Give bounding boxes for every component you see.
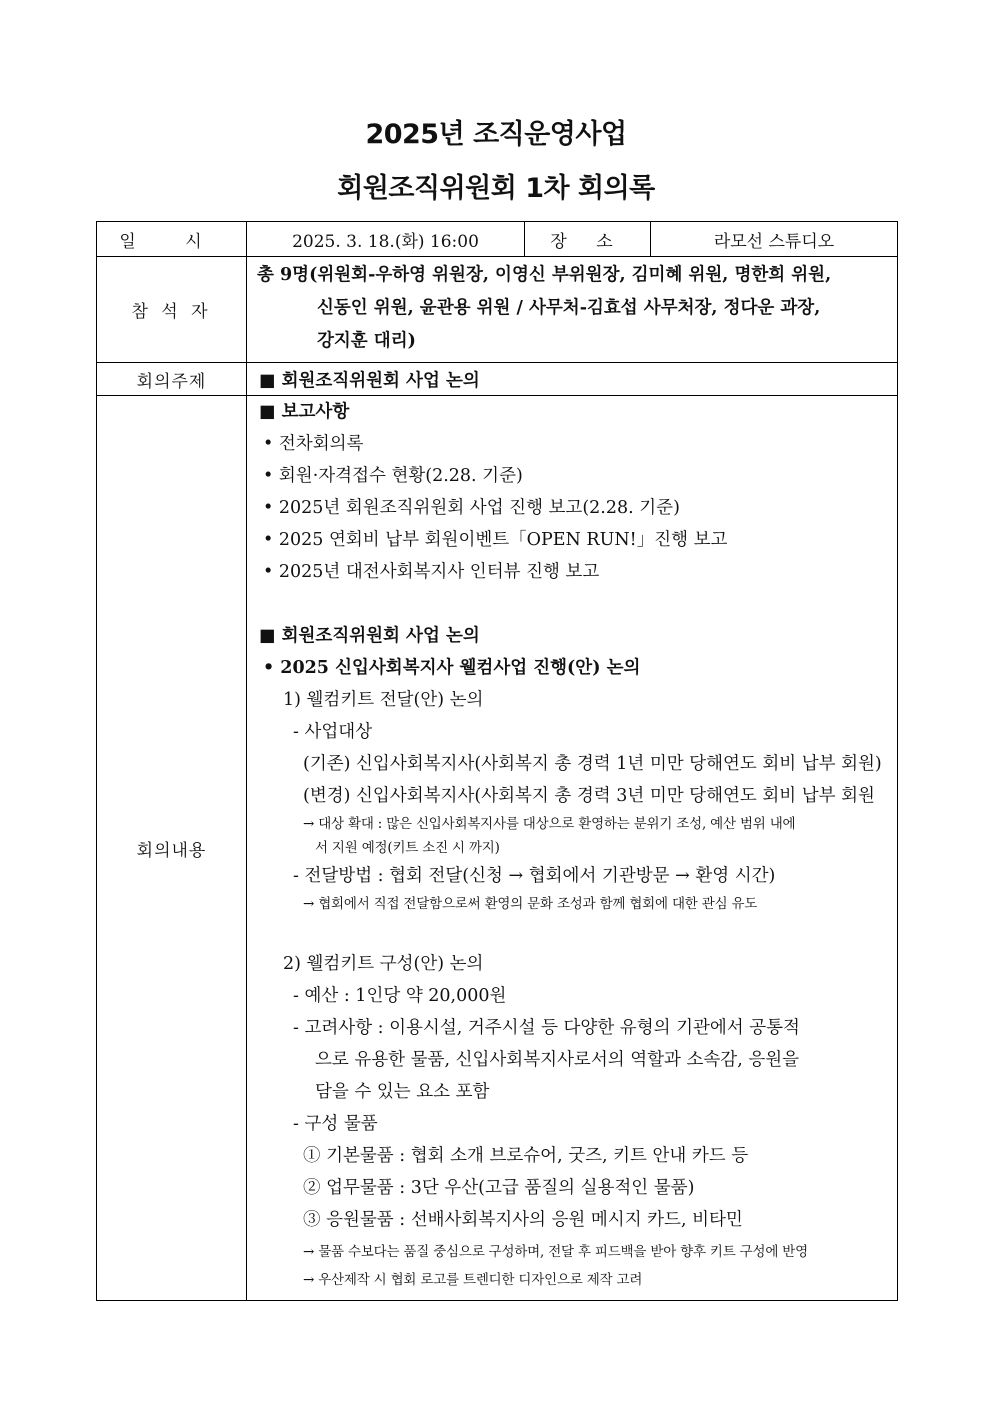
considerations-cont: 으로 유용한 물품, 신입사회복지사로서의 역할과 소속감, 응원을 [315, 1050, 800, 1070]
kit-item: ③ 응원물품 : 선배사회복지사의 응원 메시지 카드, 비타민 [303, 1210, 743, 1230]
target-note: → 대상 확대 : 많은 신입사회복지사를 대상으로 환영하는 분위기 조성, 예산 범위 내에 [303, 816, 796, 832]
welcome-kit-delivery-title: 1) 웰컴키트 전달(안) 논의 [283, 690, 484, 710]
budget: - 예산 : 1인당 약 20,000원 [293, 986, 507, 1006]
report-item: • 회원·자격접수 현황(2.28. 기준) [263, 466, 523, 486]
kit-item: ② 업무물품 : 3단 우산(고급 품질의 실용적인 물품) [303, 1178, 695, 1198]
minutes-table [96, 221, 898, 1301]
delivery-method: - 전달방법 : 협회 전달(신청 → 협회에서 기관방문 → 환영 시간) [293, 866, 776, 886]
row-topic [97, 363, 898, 396]
attendees-line-2: 신동인 위원, 윤관용 위원 / 사무처-김효섭 사무처장, 정다운 과장, [317, 298, 821, 318]
spacer [259, 916, 891, 948]
report-item: • 전차회의록 [263, 434, 364, 454]
attendees-label: 참 석 자 [97, 257, 247, 363]
kit-note: → 우산제작 시 협회 로고를 트렌디한 디자인으로 제작 고려 [303, 1272, 643, 1288]
target-heading: - 사업대상 [293, 722, 373, 742]
kit-note: → 물품 수보다는 품질 중심으로 구성하며, 전달 후 피드백을 받아 향후 키트 구성에 반영 [303, 1244, 808, 1260]
attendees-line-1: 총 9명(위원회-우하영 위원장, 이영신 부위원장, 김미혜 위원, 명한희 위원, [257, 265, 832, 285]
discussion-header: ■ 회원조직위원회 사업 논의 [259, 626, 480, 646]
content-label: 회의내용 [97, 396, 247, 1301]
document-title-line1: 2025년 조직운영사업 [365, 119, 627, 150]
place-value: 라모선 스튜디오 [651, 222, 898, 257]
delivery-note: → 협회에서 직접 전달함으로써 환영의 문화 조성과 함께 협회에 대한 관심 유도 [303, 896, 758, 912]
row-attendees [97, 257, 898, 363]
report-item: • 2025년 회원조직위원회 사업 진행 보고(2.28. 기준) [263, 498, 680, 518]
date-value: 2025. 3. 18.(화) 16:00 [247, 222, 525, 257]
row-date-place [97, 222, 898, 257]
target-changed: (변경) 신입사회복지사(사회복지 총 경력 3년 미만 당해연도 회비 납부 회원 [303, 786, 875, 806]
document-title-line2: 회원조직위원회 1차 회의록 [337, 173, 655, 204]
place-label: 장 소 [525, 222, 651, 257]
kit-item: ① 기본물품 : 협회 소개 브로슈어, 굿즈, 키트 안내 카드 등 [303, 1146, 749, 1166]
report-item: • 2025년 대전사회복지사 인터뷰 진행 보고 [263, 562, 600, 582]
report-header: ■ 보고사항 [259, 402, 350, 422]
spacer [259, 588, 891, 620]
attendees-line-3: 강지훈 대리) [317, 331, 416, 351]
row-content [97, 396, 898, 1301]
content-body [247, 396, 898, 1301]
considerations-cont: 담을 수 있는 요소 포함 [315, 1082, 490, 1102]
considerations: - 고려사항 : 이용시설, 거주시설 등 다양한 유형의 기관에서 공통적 [293, 1018, 800, 1038]
welcome-kit-composition-title: 2) 웰컴키트 구성(안) 논의 [283, 954, 484, 974]
attendees-value [247, 257, 898, 363]
discussion-item: • 2025 신입사회복지사 웰컴사업 진행(안) 논의 [263, 658, 641, 678]
target-existing: (기존) 신입사회복지사(사회복지 총 경력 1년 미만 당해연도 회비 납부 회원) [303, 754, 882, 774]
items-heading: - 구성 물품 [293, 1114, 378, 1134]
topic-label: 회의주제 [97, 363, 247, 396]
target-note-cont: 서 지원 예정(키트 소진 시 까지) [315, 840, 500, 856]
report-item: • 2025 연회비 납부 회원이벤트「OPEN RUN!」진행 보고 [263, 530, 728, 550]
topic-value: ■ 회원조직위원회 사업 논의 [247, 363, 898, 396]
date-label: 일 시 [97, 222, 247, 257]
